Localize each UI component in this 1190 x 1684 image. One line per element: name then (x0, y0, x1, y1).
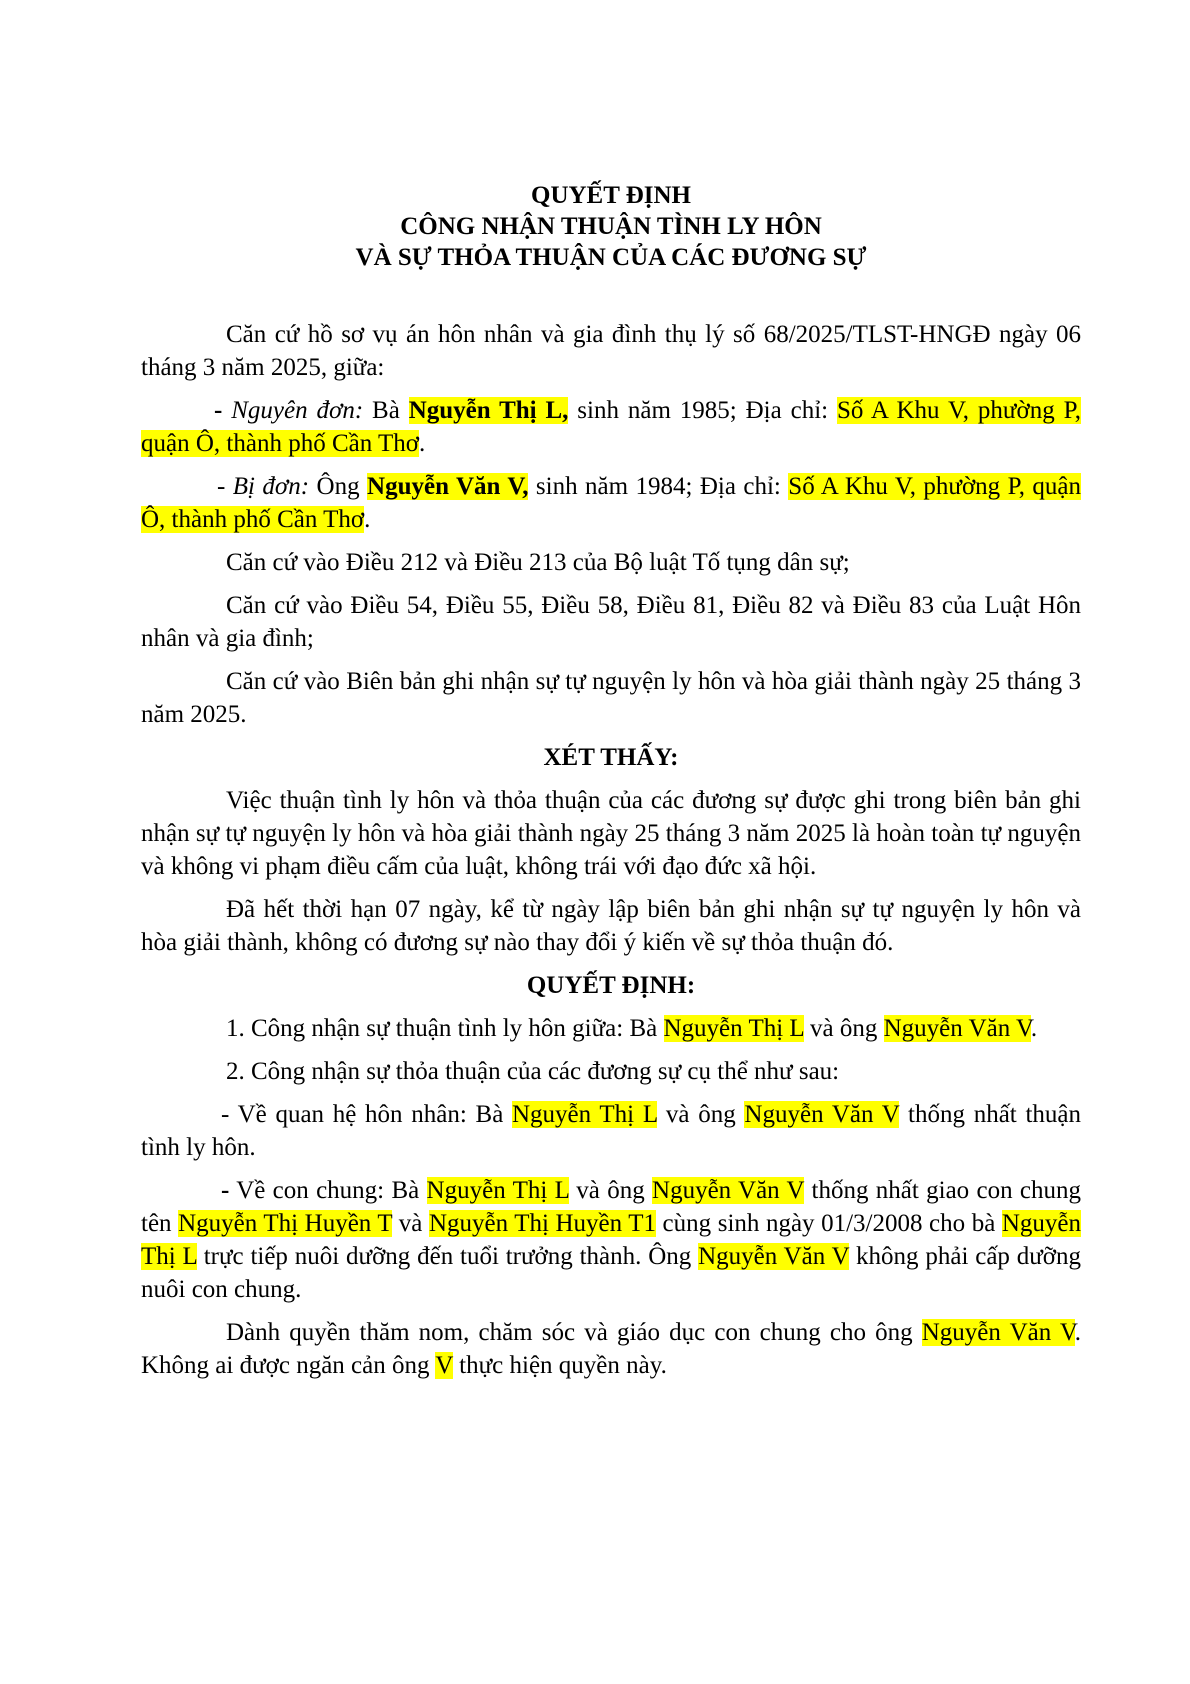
document-title (141, 180, 1081, 273)
plaintiff-address: Số A Khu V, phường P, quận Ô, thành phố Cần Thơ (141, 397, 1081, 457)
marriage-text3: thống nhất thuận tình ly hôn. (141, 1101, 1082, 1161)
children-text2: và ông (568, 1177, 653, 1204)
children-child-2: Nguyễn Thị Huyền T1 (428, 1210, 656, 1237)
plaintiff-role: Nguyên đơn: (231, 397, 364, 424)
decision1-text1: 1. Công nhận sự thuận tình ly hôn giữa: Bà (226, 1015, 664, 1042)
visitation-text3: thực hiện quyền này. (452, 1352, 667, 1379)
visitation-paragraph (141, 1316, 1081, 1382)
children-name-husband-2: Nguyễn Văn V (698, 1243, 850, 1270)
legal-basis-1: Căn cứ vào Điều 212 và Điều 213 của Bộ luật Tố tụng dân sự; (226, 549, 850, 576)
marriage-name-husband: Nguyễn Văn V (744, 1101, 900, 1128)
marriage-text1: - Về quan hệ hôn nhân: Bà (221, 1101, 512, 1128)
plaintiff-title: Bà (363, 397, 409, 424)
visitation-name-husband: Nguyễn Văn V (921, 1319, 1075, 1346)
decision-heading: QUYẾT ĐỊNH: (526, 972, 696, 999)
finding-paragraph-1: Việc thuận tình ly hôn và thỏa thuận của các đương sự được ghi trong biên bản ghi nhận sự tự nguyện ly hôn và hòa giải thành ngày 25 tháng 3 năm 2025 là hoàn toàn tự nguyện và không vi phạm điều cấm của luật, không trái với đạo đức xã hội. (141, 787, 1081, 880)
marriage-text2: và ông (657, 1101, 745, 1128)
plaintiff-end: . (419, 430, 426, 457)
title-line-1: QUYẾT ĐỊNH (531, 182, 691, 209)
children-text6: trực tiếp nuôi dưỡng đến tuổi trưởng thành. Ông (196, 1243, 699, 1270)
visitation-text1: Dành quyền thăm nom, chăm sóc và giáo dục con chung cho ông (226, 1319, 922, 1346)
defendant-paragraph (141, 470, 1081, 536)
children-text3: thống nhất giao con chung tên (141, 1177, 1081, 1237)
defendant-title: Ông (309, 473, 368, 500)
children-name-wife: Nguyễn Thị L (426, 1177, 569, 1204)
case-basis-paragraph: Căn cứ hồ sơ vụ án hôn nhân và gia đình thụ lý số 68/2025/TLST-HNGĐ ngày 06 tháng 3 năm 2025, giữa: (141, 321, 1081, 381)
children-paragraph (141, 1174, 1081, 1306)
plaintiff-prefix: - (214, 397, 232, 424)
marriage-name-wife: Nguyễn Thị L (512, 1101, 658, 1128)
title-line-3: VÀ SỰ THỎA THUẬN CỦA CÁC ĐƯƠNG SỰ (355, 244, 867, 271)
document-page (141, 180, 1081, 1392)
defendant-role: Bị đơn: (232, 473, 310, 500)
plaintiff-paragraph (141, 394, 1081, 460)
plaintiff-birth: sinh năm 1985; Địa chỉ: (568, 397, 837, 424)
children-name-wife-2: Nguyễn Thị L (141, 1210, 1082, 1270)
children-text4: và (392, 1210, 429, 1237)
visitation-name-short: V (435, 1352, 453, 1379)
children-child-1: Nguyễn Thị Huyền T (178, 1210, 393, 1237)
children-prefix: - (221, 1177, 230, 1204)
legal-basis-3: Căn cứ vào Biên bản ghi nhận sự tự nguyện ly hôn và hòa giải thành ngày 25 tháng 3 năm 2025. (141, 668, 1081, 728)
visitation-text2: . Không ai được ngăn cản ông (141, 1319, 1081, 1379)
children-text7: không phải cấp dưỡng nuôi con chung. (141, 1243, 1081, 1303)
decision-item-1 (141, 1012, 1081, 1045)
title-line-2: CÔNG NHẬN THUẬN TÌNH LY HÔN (400, 213, 822, 240)
legal-basis-2: Căn cứ vào Điều 54, Điều 55, Điều 58, Điều 81, Điều 82 và Điều 83 của Luật Hôn nhân và gia đình; (141, 592, 1081, 652)
children-text1: Về con chung: Bà (229, 1177, 427, 1204)
findings-heading: XÉT THẤY: (543, 744, 679, 771)
decision1-end: . (1030, 1015, 1038, 1042)
defendant-name: Nguyễn Văn V, (367, 473, 529, 500)
children-name-husband: Nguyễn Văn V (652, 1177, 805, 1204)
decision1-name-wife: Nguyễn Thị L (663, 1015, 804, 1042)
children-text5: cùng sinh ngày 01/3/2008 cho bà (656, 1210, 1002, 1237)
defendant-end: . (364, 506, 371, 533)
plaintiff-name: Nguyễn Thị L, (408, 397, 569, 424)
defendant-prefix: - (217, 473, 233, 500)
decision1-name-husband: Nguyễn Văn V (883, 1015, 1031, 1042)
decision1-text2: và ông (803, 1015, 884, 1042)
finding-paragraph-2: Đã hết thời hạn 07 ngày, kể từ ngày lập biên bản ghi nhận sự tự nguyện ly hôn và hòa giải thành, không có đương sự nào thay đổi ý kiến về sự thỏa thuận đó. (141, 896, 1081, 956)
decision-item-2: 2. Công nhận sự thỏa thuận của các đương sự cụ thể như sau: (226, 1058, 840, 1085)
marriage-paragraph (141, 1098, 1081, 1164)
defendant-address: Số A Khu V, phường P, quận Ô, thành phố Cần Thơ (141, 473, 1082, 533)
defendant-birth: sinh năm 1984; Địa chỉ: (528, 473, 789, 500)
